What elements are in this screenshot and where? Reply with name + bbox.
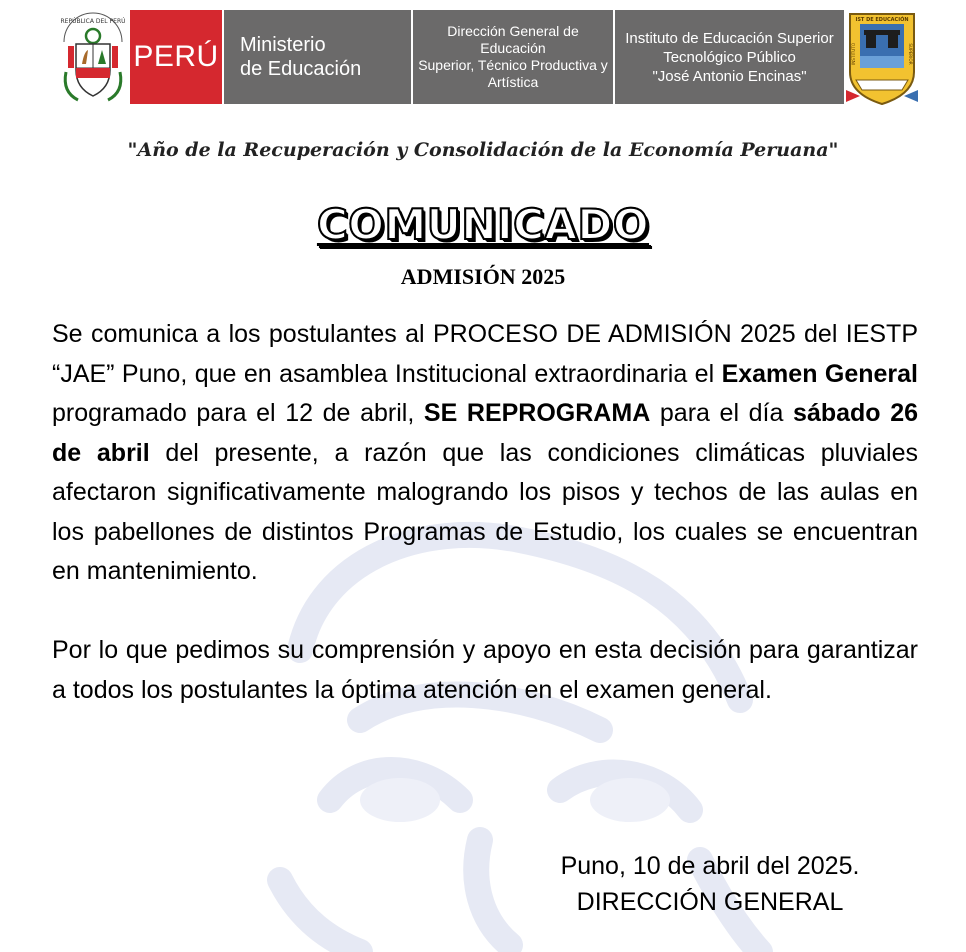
direccion-line-1: Dirección General de Educación [447, 23, 579, 56]
instituto-box [615, 10, 844, 104]
page-title: COMUNICADO [316, 200, 650, 249]
announcement-body [52, 315, 918, 710]
signing-office: DIRECCIÓN GENERAL [576, 888, 844, 916]
direccion-general-box [413, 10, 613, 104]
peru-coat-of-arms-icon [58, 12, 128, 104]
place-date: Puno, 10 de abril del 2025. [560, 852, 860, 880]
logo-text-top: IST DE EDUCACIÓN [855, 17, 909, 23]
institute-logo-icon [846, 10, 918, 106]
instituto-line-2: Tecnológico Público [663, 48, 796, 66]
ministerio-line-2: de Educación [240, 58, 362, 80]
paragraph-1-text-3: para el día [650, 399, 794, 427]
page-subtitle: ADMISIÓN 2025 [400, 264, 566, 289]
paragraph-2: Por lo que pedimos su comprensión y apoyo en esta decisión para garantizar a todos los postulantes la óptima atención en el examen general. [52, 636, 918, 704]
paragraph-1-text-4: del presente, a razón que las condiciones climáticas pluviales afectaron significativamente malogrando los pisos y techos de las aulas en los pabellones de distintos Programas de Estudio, los cuales se encuentran en mantenimiento. [52, 438, 918, 585]
shield-caption: REPÚBLICA DEL PERÚ [60, 18, 126, 25]
logo-text-right: SUPERIOR [908, 43, 913, 65]
paragraph-1-bold-2: SE REPROGRAMA [423, 399, 651, 427]
paragraph-1-text-2: programado para el 12 de abril, [52, 399, 424, 427]
instituto-line-1: Instituto de Educación Superior [625, 29, 834, 47]
paragraph-1-text-1: Se comunica a los postulantes al PROCESO DE ADMISIÓN 2025 del IESTP “JAE” Puno, que en asamblea Institucional extraordinaria el [52, 320, 918, 388]
paragraph-1-bold-1: Examen General [721, 359, 919, 388]
signature-block [540, 848, 880, 920]
logo-text-left: INSTITUTO [851, 42, 856, 66]
direccion-line-3: Artística [487, 74, 539, 90]
ministerio-line-1: Ministerio [240, 34, 326, 56]
ministerio-educacion-box [224, 10, 411, 104]
header-banner [0, 8, 966, 108]
peru-label: PERÚ [130, 10, 222, 104]
paragraph-1-bold-3: sábado 26 de abril [52, 399, 919, 467]
direccion-line-2: Superior, Técnico Productiva y [418, 57, 608, 73]
paragraph-1 [52, 315, 918, 592]
instituto-line-3: "José Antonio Encinas" [652, 67, 807, 85]
year-motto: "Año de la Recuperación y Consolidación de la Economía Peruana" [127, 139, 839, 161]
